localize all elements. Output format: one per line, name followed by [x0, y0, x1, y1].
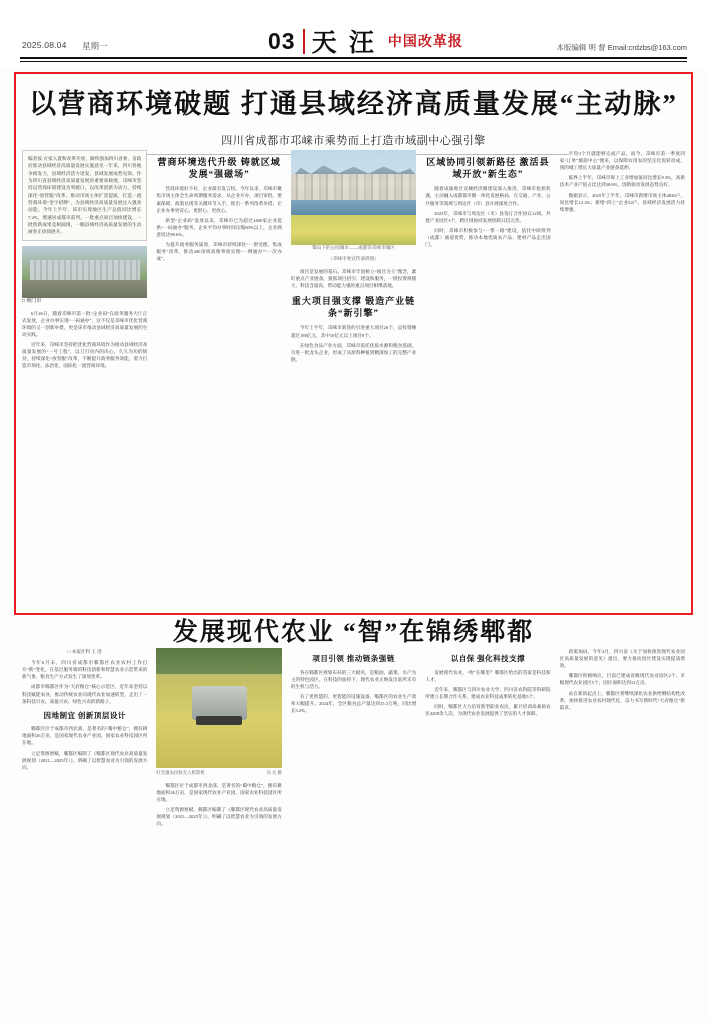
bottom-column-5 — [560, 648, 685, 1010]
top-column-3 — [291, 150, 416, 608]
top-paragraph: 在绿色食品产业方面，邛崃市依托优质水源和粮食基础，引进一批龙头企业，形成了从原料种植到精深加工的完整产业链。 — [290, 342, 417, 362]
photo-credit-2-text: 冯 夫 摄 — [266, 770, 282, 775]
masthead-center — [268, 23, 463, 59]
top-paragraph: 2023年，邛崃市与周边区（市）县签订合作协议12项，共建产业园区3个，跨区域协同发展机制日趋完善。 — [425, 210, 551, 223]
photo-caption-1: 蜀山下的公园城市——成都崇邛崃市城区 — [312, 245, 395, 250]
top-paragraph: 近年来，邛崃市坚持把优化营商环境作为推动县域经济高质量发展的“一号工程”，以刀刃向内的决心、久久为功的韧劲，持续深化“放管服”改革，不断提升政务服务效能，着力打造市场化、法治化、国际化一流营商环境。 — [22, 341, 148, 369]
top-section-title-2: 重大项目强支撑 锻造产业链条“新引擎” — [291, 296, 416, 319]
photo-river — [291, 200, 416, 216]
top-square-mark: □ 荆门市 — [22, 298, 42, 304]
photo-skyline — [291, 174, 416, 200]
top-paragraph: 项目是发展的基石。邛崃市牢固树立“项目为王”理念，紧盯重点产业链条，狠抓项目招引、建设和服务，一批投资规模大、科技含量高、带动能力强的重点项目相继落地。 — [290, 268, 417, 289]
masthead-rule-thin — [20, 61, 687, 62]
photo-buildings — [30, 260, 140, 280]
top-headline: 以营商环境破题 打通县域经济高质量发展“主动脉” — [29, 89, 678, 119]
bottom-paragraph: 立足资源禀赋，郫都区编制了《郫都区现代农业高质量发展规划（2021—2025年）》，明确了以智慧农业为引领的发展方向。 — [22, 750, 148, 770]
top-paragraph: 数据显示，2025年上半年，邛崃市新增市场主体4826户，同比增长12.4%；新增“四上”企业52户，县域经济发展活力持续增强。 — [559, 192, 686, 212]
top-article-columns — [22, 150, 685, 608]
photo-harvest — [156, 648, 281, 768]
bottom-column-3 — [291, 648, 416, 1010]
bottom-column-1 — [22, 648, 147, 1010]
top-section-title-3: 区域协同引领新路径 激活县域开放“新生态” — [426, 157, 550, 180]
bottom-byline: □ 本报社科 王 进 — [67, 649, 102, 654]
section-title: 天 汪 — [311, 30, 377, 57]
masthead-date: 2025.08.04 — [22, 40, 67, 50]
top-column-4 — [425, 150, 550, 608]
photo-city-panorama — [291, 150, 416, 245]
top-paragraph: 随着成渝地区双城经济圈建设深入推进，邛崃市抢抓机遇，主动融入成都都市圈一体化发展格局，在交通、产业、公共服务等领域与周边区（市）县开展深度合作。 — [425, 186, 551, 206]
bottom-article-columns — [22, 648, 685, 1010]
top-column-1 — [22, 150, 147, 608]
bottom-section-title-2: 项目引领 推动链条强链 — [312, 654, 395, 663]
top-paragraph: 6月26日，随着邛崃市第一批“企业码”在政务服务大厅正式发放，企业办事实现“一码通办”，这不仅是邛崃市优化营商环境的又一创新举措，更是该市推动县域经济高质量发展的生动实践。 — [22, 310, 148, 337]
photo-credit-1: （邛崃市委宣传部供图） — [328, 256, 379, 262]
bottom-paragraph: 发展现代农业，“智”在哪里？郫都区给出的答案是科技和人才。 — [425, 669, 551, 682]
top-column-5 — [560, 150, 685, 608]
masthead-editor-info: 本版编辑 明 督 Email:crdzbs@163.com — [556, 43, 687, 52]
photo-caption-2-text: 红光镇农民收无人机影机 — [156, 770, 205, 775]
bottom-paragraph: 成都市郫都区作为“天府粮仓”核心示范区，近年来坚持以科技赋能农业，推动传统农业向现代农业加速转型，走出了一条科技兴农、质量兴农、绿色兴农的新路子。 — [22, 684, 148, 704]
bottom-paragraph: 郫都区位于成都市西北部，是著名的“蜀中粮仓”，拥有耕地面积26万亩，是国家现代农业产业园、国家农业科技园区所在地。 — [22, 726, 148, 746]
bottom-column-2 — [156, 648, 281, 1010]
masthead — [0, 0, 707, 68]
photo-road — [22, 280, 147, 298]
bottom-paragraph: 郫都区积极响应，目前已建成省级现代农业园区2个、市级现代农业园区5个，园区面积达到12万亩。 — [559, 673, 686, 686]
bottom-paragraph: 今年6月末，四川省成都市郫都区农业农村工作打开“新”变化，在基层服务端的科技创新和智慧农业示范带来的新气象，粮食生产方式发生了深刻变革。 — [22, 660, 148, 680]
bottom-paragraph: 立足资源禀赋，郫都区编制了《郫都区现代农业高质量发展规划（2021—2025年）》，明确了以智慧农业为引领的发展方向。 — [156, 807, 282, 827]
masthead-weekday: 星期一 — [82, 41, 108, 51]
bottom-paragraph: 郫都区位于成都市西北部，是著名的“蜀中粮仓”，拥有耕地面积26万亩，是国家现代农业产业园、国家农业科技园区所在地。 — [156, 782, 282, 803]
top-article-header — [22, 80, 685, 155]
photo-treeline — [156, 648, 281, 674]
top-paragraph: 平均3个月就能够完成产品，而今，邛崃市第一季度四家“订单”城超中心”便来，以保障农用农的坚定化促转动成，到的城工增长大质量产业链条延伸。 — [559, 151, 686, 171]
bottom-paragraph: 站在新的起点上，郫都区将继续深化农业供给侧结构性改革，加快推进农业农村现代化，奋力书写新时代“天府粮仓”新篇章。 — [559, 690, 686, 710]
photo-city-small — [22, 246, 147, 298]
bottom-section-title-1: 因地制宜 创新顶层设计 — [43, 710, 126, 720]
top-paragraph: 新型“企业码”发放以来，邛崃市已为超过2400家企业提供“一码通办”服务，企业平均办事时间压缩60%以上，企业满意度达98.6%。 — [156, 217, 282, 237]
bottom-paragraph: 同时，郫都区大力培育新型职业农民，累计培训高素质农民3200余人次，为现代农业发展提供了坚实的人才保障。 — [425, 703, 551, 717]
bottom-section-title-3: 以自保 强化科技支撑 — [450, 654, 526, 663]
photo-field — [291, 215, 416, 245]
photo-harvester — [192, 686, 247, 720]
paper-name: 中国改革报 — [387, 35, 463, 50]
bottom-paragraph: 政策加码，今年4月，四川省《关于加快推进现代农业园区高质量发展的意见》提出，要力推动园区建设实现提质增效。 — [559, 649, 686, 669]
masthead-divider — [303, 29, 305, 54]
bottom-column-4 — [425, 648, 550, 1010]
page-number: 03 — [268, 27, 296, 54]
top-paragraph: 今年上半年，邛崃市新签约引进重大项目26个，总投资额超过180亿元，其中10亿元以上项目8个。 — [290, 325, 417, 338]
bottom-paragraph: 有了更智慧的、更智能的设施设备，郫都区的农业生产效率大幅提升。2024年，全区粮食总产量达到15.3万吨，同比增长3.2%。 — [290, 693, 417, 714]
bottom-headline: 发展现代农业 “智”在锦绣郫都 — [172, 619, 535, 646]
top-section-title-1: 营商环境迭代升级 铸就区域发展“强磁场” — [157, 157, 281, 180]
top-paragraph: 营商环境好不好，企业最有发言权。今年以来，邛崃市聚焦市场主体全生命周期服务需求，从企业开办、项目审批、要素保障、政策兑现等关键环节入手，推出一系列改革举措，让企业办事更省心、更舒心、更放心。 — [156, 186, 282, 213]
masthead-rule — [20, 57, 687, 59]
top-paragraph: 为提升政务服务质效，邛崃市持续深化“一窗受理、集成服务”改革，推动200余项高频事项实现“一网通办”“一次办成”。 — [156, 242, 282, 262]
top-column-2 — [156, 150, 281, 608]
bottom-paragraph: 近年来，郫都区与四川农业大学、四川省农科院等科研院所建立长期合作关系，建成农业科技成果转化基地5个。 — [425, 686, 551, 699]
photo-caption-2 — [156, 770, 281, 777]
editor-note: 编者按 方家入置和改革开放，蹄疾强加四川省委、省政府推动县域经济高质量发展实施意见一年来，四川各地争相发力，县域经济活力迸发，县域发展成势见效。作为四川省县域经济高质量发展的重要承载地，邛崃市坚持以营商环境建设为突破口、以改革创新为动力，持续深化“放管服”改革，推动市场主体扩容提质，打造一流营商环境“金字招牌”，为县域经济高质量发展注入强劲动能。今年上半年，该市实现地区生产总值同比增长7.2%，增速居成都市前列。一批重点项目加快建设，一批创新成果竞相涌现，一幅县域经济高质量发展的生动画卷正徐徐展开。 — [22, 150, 147, 241]
top-paragraph: 临界上半年，邛崃市规上工业增加值同比增长9.3%，高新技术产业产值占比达到38.6%，创新驱动发展态势良好。 — [559, 175, 686, 188]
bottom-paragraph: 各在郫都区规划布局的三大板块，是粮油、蔬菜、水产为主的特色园区。在科技的加持下，现代农业正焕发出前所未有的生机与活力。 — [290, 669, 417, 689]
top-subheadline: 四川省成都市邛崃市乘势而上打造市域副中心强引擎 — [221, 135, 486, 148]
top-paragraph: 同时，邛崃市积极参与“一带一路”建设，依托中欧班列（成都）通道优势，推动本地优质农产品、建材产品走出国门。 — [425, 227, 551, 248]
